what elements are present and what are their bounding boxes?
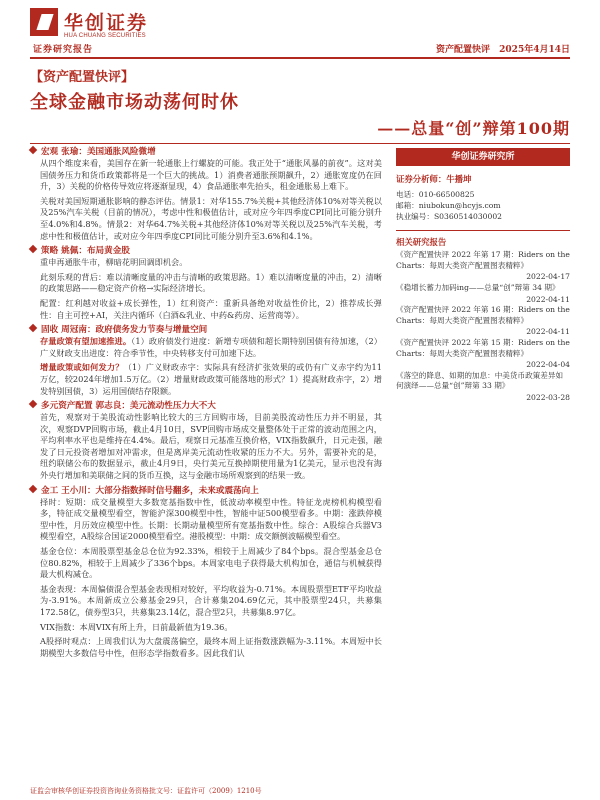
report-type: 证券研究报告 <box>33 45 94 55</box>
section-heading: 多元资产配置 郭志良：美元流动性压力大不大 <box>30 400 382 412</box>
paragraph: 关税对美国短期通胀影响的静态评估。情景1：对华155.7%关税+其他经济体10%对等关税以及25%汽车关税（目前的情况），考虑中性和极值估计，或对应今年四季度CPI同比可能分别升至4.0%和4.8%。情景2：对华64.7%关税+其他经济体10%对等关税以及25%汽车关税，考虑中性和极值估计，或对应今年四季度CPI同比可能分别升至3.6%和4.1%。 <box>40 195 382 241</box>
section-macro <box>30 146 382 242</box>
section-quant <box>30 485 382 660</box>
sidebar <box>396 148 570 404</box>
paragraph: 增量政策或如何发力？（1）广义财政赤字：实际具有经济扩张效果的或仍有广义赤字约为11万亿，较2024年增加1.5万亿。（2）增量财政政策可能落地的形式？1）提高财政赤字，2）增发特别国债，3）运用国债结存限额。 <box>40 362 382 396</box>
bullet-icon <box>29 146 37 154</box>
related-report-title[interactable]: 《落空的降息、如期的加息：中美货币政策差异如何演绎——总量“创”辩第 33 期》 <box>396 370 564 391</box>
footer-note: 证监会审核华创证券投资咨询业务资格批文号：证监许可（2009）1210号 <box>30 787 262 795</box>
related-report-date: 2022-04-17 <box>526 272 570 282</box>
paragraph: 重申再通胀牛市，柳暗花明回调即机会。 <box>40 257 188 268</box>
section-heading: 宏观 张瑜：美国通胀风险微增 <box>30 146 382 158</box>
logo-mark-icon <box>30 8 58 36</box>
paragraph: A股择时观点：上周我们认为大盘震荡偏空，最终本周上证指数涨跌幅为-3.11%。本周短中长期模型大多数信号中性，但形态学指数看多。因此我们认 <box>40 636 382 658</box>
paragraph: 择时：短期：成交量模型大多数宽基指数中性，低波动率模型中性。特征龙虎榜机构模型看多，特征成交量模型看空，智能沪深300模型中性，智能中证500模型看多。中期：涨跌停模型中性，月历效应模型中性。长期：长期动量模型所有宽基指数中性。综合：A股综合兵器V3模型看空，A股综合国证2000模型看空。港股模型：中期：成交额倒波幅模型看空。 <box>40 496 382 542</box>
bullet-icon <box>29 400 37 408</box>
bullet-icon <box>29 245 37 253</box>
paragraph: 配置：红利越对收益+成长弹性，1）红利资产：重新具备绝对收益性价比，2）推荐成长弹性：自主可控+AI，关注内循环（白酒&乳业、中药&药房、运营商等）。 <box>40 297 382 320</box>
related-report-title[interactable]: 《资产配置快评 2022 年第 17 期：Riders on the Charts：每周大类资产配置图表精粹》 <box>396 250 570 270</box>
main-body <box>30 144 382 662</box>
related-report-date: 2022-04-11 <box>526 327 570 337</box>
paragraph: 从四个维度来看，美国存在新一轮通胀上行螺旋的可能。我正处于“通胀风暴的前夜”。这对美国债务压力和货币政策都将是一个巨大的挑战。1）消费者通胀预期飙升，2）通胀宽度仍在回升，3）关税的价格传导效应将逐渐显现，4）食品通胀率先抬头，租金通胀易上难下。 <box>40 158 382 192</box>
section-heading: 策略 姚佩：布局黄金股 <box>30 245 382 257</box>
sidebar-divider <box>396 230 570 231</box>
title-block <box>30 64 570 144</box>
related-report-item[interactable] <box>396 283 570 305</box>
bullet-icon <box>29 324 37 332</box>
header-date: 2025年4月14日 <box>499 45 570 55</box>
paragraph: 首先，观察对于美股流动性影响比较大的三方回购市场，目前美股流动性压力并不明显，其次，观察DVP回购市场，截止4月10日，SVP回购市场成交量整体处于正常的波动范围之内，平均利率水平也是维持在4.4%。最后，观察日元基准互换价格，VIX指数飙升，日元走强，融发了日元投资者增加对冲需求，但是离岸美元流动性收紧的压力不大。另外，需要补充的是，纽约联储公布的数据显示，截止4月9日，央行美元互换掉期使用量为1亿美元，显示也没有海外央行增加和美联储之间的货币互换，这与金融市场所观察到的结果一致。 <box>40 412 382 481</box>
paragraph: VIX指数：本周VIX有所上升，日前最新值为19.36。 <box>40 621 233 632</box>
related-report-date: 2022-04-11 <box>526 294 570 304</box>
section-strategy <box>30 245 382 321</box>
related-report-item[interactable] <box>396 338 570 371</box>
paragraph: 此刻乐观的背后：难以清晰度量的冲击与清晰的政策思路。1）难以清晰度量的冲击，2）清晰的政策思路——稳定资产价格→实际经济增长。 <box>40 271 382 294</box>
section-heading: 固收 周冠南：政府债务发力节奏与增量空间 <box>30 324 382 336</box>
related-reports-heading: 相关研究报告 <box>396 236 447 247</box>
header-divider <box>30 57 570 59</box>
related-report-date: 2022-04-04 <box>526 360 570 370</box>
analyst-info <box>396 189 570 222</box>
header-category: 资产配置快评 <box>436 45 491 55</box>
related-report-title[interactable]: 《资产配置快评 2022 年第 16 期：Riders on the Charts：每周大类资产配置图表精粹》 <box>396 305 570 325</box>
page-title: 全球金融市场动荡何时休 <box>30 92 239 113</box>
section-heading: 金工 王小川：大部分指数择时信号翻多，未来或震荡向上 <box>30 485 382 497</box>
analyst-license: 执业编号：S0360514030002 <box>396 211 502 221</box>
related-report-date: 2022-03-28 <box>526 392 570 402</box>
related-report-item[interactable] <box>396 305 570 338</box>
institute-box: 华创证券研究所 <box>396 148 570 166</box>
category-tag: 【资产配置快评】 <box>30 70 135 85</box>
page-header <box>0 0 600 62</box>
page-subtitle: ——总量“创”辩第100期 <box>377 119 570 138</box>
section-fixed-income <box>30 324 382 397</box>
related-report-title[interactable]: 《资产配置快评 2022 年第 15 期：Riders on the Charts：每周大类资产配置图表精粹》 <box>396 337 570 358</box>
paragraph: 基金仓位：本周股票型基金总仓位为92.33%，相较于上周减少了84个bps。混合型基金总仓位80.82%，相较于上周减少了336个bps。本周家电电子获得最大机构加仓，通信与机械获得最大机构减仓。 <box>40 546 382 580</box>
paragraph: 基金表现：本周偏债混合型基金表现相对较好，平均收益为-0.71%。本周股票型ETF平均收益为-3.91%。本周新成立公募基金29只，合计募集204.69亿元，其中股票型24只，共募集172.58亿，债券型3只，共募集23.14亿，混合型2只，共募集8.97亿。 <box>40 583 382 617</box>
related-report-item[interactable] <box>396 250 570 283</box>
related-report-item[interactable] <box>396 371 570 404</box>
analyst-name: 证券分析师：牛播坤 <box>396 174 472 184</box>
related-report-title[interactable]: 《稳增长蓄力加码ing——总量“创”辩第 34 期》 <box>396 282 560 292</box>
logo-en: HUA CHUANG SECURITIES <box>64 33 146 39</box>
analyst-email[interactable]: 邮箱：niubokun@hcyjs.com <box>396 200 501 210</box>
paragraph: 存量政策有望加速推进。（1）政府债发行进度：新增专项债和超长期特别国债有待加速，（2）广义财政支出进度：符合季节性，中央转移支付可加速下达。 <box>40 336 382 358</box>
bullet-icon <box>29 484 37 492</box>
header-right <box>430 42 570 55</box>
analyst-phone: 电话：010-66500825 <box>396 189 475 199</box>
company-logo <box>30 8 148 46</box>
logo-cn: 华创证券 <box>64 12 149 34</box>
section-multi-asset <box>30 400 382 482</box>
